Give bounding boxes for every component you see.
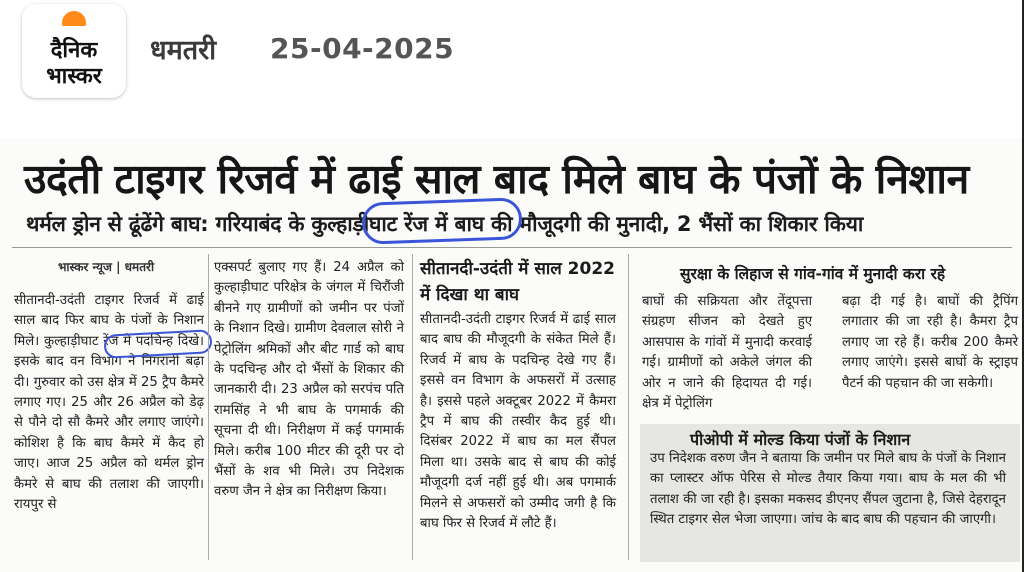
article-column-4 — [642, 292, 812, 414]
section-heading-security: सुरक्षा के लिहाज से गांव-गांव में मुनादी करा रहे — [680, 265, 946, 283]
column-text: बढ़ा दी गई है। बाघों की ट्रैपिंग लगातार की जा रही है। कैमरा ट्रैप लगाए जा रहे हैं। करीब 200 कैमरे लगाए जाएंगे। इससे बाघों के स्ट्राइप पैटर्न की पहचान की जा सकेगी। — [842, 294, 1018, 391]
dainik-bhaskar-logo[interactable] — [22, 4, 126, 98]
article-column-1 — [14, 291, 204, 515]
column-text: सीतानदी-उदंती टाइगर रिजर्व में ढाई साल बाद फिर बाघ के पंजों के निशान मिले। कुल्हाड़ीघाट रेंज में पदचिन्ह दिखे। इसके बाद वन विभाग ने निगरानी बढ़ा दी। गुरुवार को उस क्षेत्र में 25 ट्रैप कैमरे लगाए गए। 25 और 26 अप्रैल को डेढ़ से पौने दो सौ कैमरे और लगाए जाएंगे। कोशिश है कि बाघ कैमरे में कैद हो जाए। आज 25 अप्रैल को थर्मल ड्रोन कैमरे से बाघ की तलाश की जाएगी। रायपुर से — [14, 293, 204, 513]
edition-city: धमतरी — [150, 35, 217, 66]
column-divider — [208, 254, 209, 560]
highlight-circle — [361, 197, 522, 245]
article-column-6 — [650, 449, 1006, 531]
article-column-2 — [214, 258, 404, 503]
column-divider — [628, 254, 629, 560]
logo-text-dainik: दैनिक — [50, 38, 98, 63]
divider — [12, 247, 1012, 248]
byline: भास्कर न्यूज | धमतरी — [58, 260, 155, 274]
article-column-5 — [842, 292, 1018, 394]
edition-date: 25-04-2025 — [270, 32, 455, 65]
logo-text-bhaskar: भास्कर — [46, 64, 102, 89]
article-column-3 — [420, 310, 616, 534]
section-heading-pop: पीओपी में मोल्ड किया पंजों के निशान — [690, 430, 911, 449]
column-text: बाघों की सक्रियता और तेंदूपत्ता संग्रहण सीजन को देखते हुए आसपास के गांवों में मुनादी करवाई गई। ग्रामीणों को अकेले जंगल की ओर न जाने की हिदायत दी गई। क्षेत्र में पेट्रोलिंग — [642, 294, 812, 412]
article-headline: उदंती टाइगर रिजर्व में ढाई साल बाद मिले बाघ के पंजों के निशान — [24, 155, 969, 203]
section-heading-2022: सीतानदी-उदंती में साल 2022 में दिखा था बाघ — [420, 259, 616, 305]
sun-icon — [62, 11, 86, 35]
column-divider — [412, 254, 413, 560]
column-text: एक्सपर्ट बुलाए गए हैं। 24 अप्रैल को कुल्हाड़ीघाट परिक्षेत्र के जंगल में चिरौंजी बीनने गए ग्रामीणों को जमीन पर पंजों के निशान दिखे। ग्रामीण देवलाल सोरी ने पेट्रोलिंग श्रमिकों और बीट गार्ड को बाघ के पदचिन्ह और दो भैंसों के शिकार की जानकारी दी। 23 अप्रैल को सरपंच पति रामसिंह ने भी बाघ के पगमार्क की सूचना दी थी। निरीक्षण में कई पगमार्क मिले। करीब 100 मीटर की दूरी पर दो भैंसों के शव भी मिले। उप निदेशक वरुण जैन ने क्षेत्र का निरीक्षण किया। — [214, 260, 404, 500]
column-text: सीतानदी-उदंती टाइगर रिजर्व में ढाई साल बाद बाघ की मौजूदगी के संकेत मिले हैं। रिजर्व में बाघ के पदचिन्ह देखे गए हैं। इससे वन विभाग के अफसरों में उत्साह है। इससे पहले अक्टूबर 2022 में कैमरा ट्रैप में बाघ की तस्वीर कैद हुई थी। दिसंबर 2022 में बाघ का मल सैंपल मिला था। उसके बाद से बाघ की कोई मौजूदगी दर्ज नहीं हुई थी। अब पगमार्क मिलने से अफसरों को उम्मीद जगी है कि बाघ फिर से रिजर्व में लौटे हैं। — [420, 312, 616, 532]
column-text: उप निदेशक वरुण जैन ने बताया कि जमीन पर मिले बाघ के पंजों के निशान का प्लास्टर ऑफ पेरिस से मोल्ड तैयार किया गया। बाघ के मल की भी तलाश की जा रही है। इसका मकसद डीएनए सैंपल जुटाना है, जिसे देहरादून स्थित टाइगर सेल भेजा जाएगा। जांच के बाद बाघ की पहचान की जाएगी। — [650, 451, 1006, 528]
article-subheadline: थर्मल ड्रोन से ढूंढेंगे बाघ: गरियाबंद के कुल्हाड़ीघाट रेंज में बाघ की मौजूदगी की मुनादी, 2 भैंसों का शिकार किया — [26, 212, 864, 236]
